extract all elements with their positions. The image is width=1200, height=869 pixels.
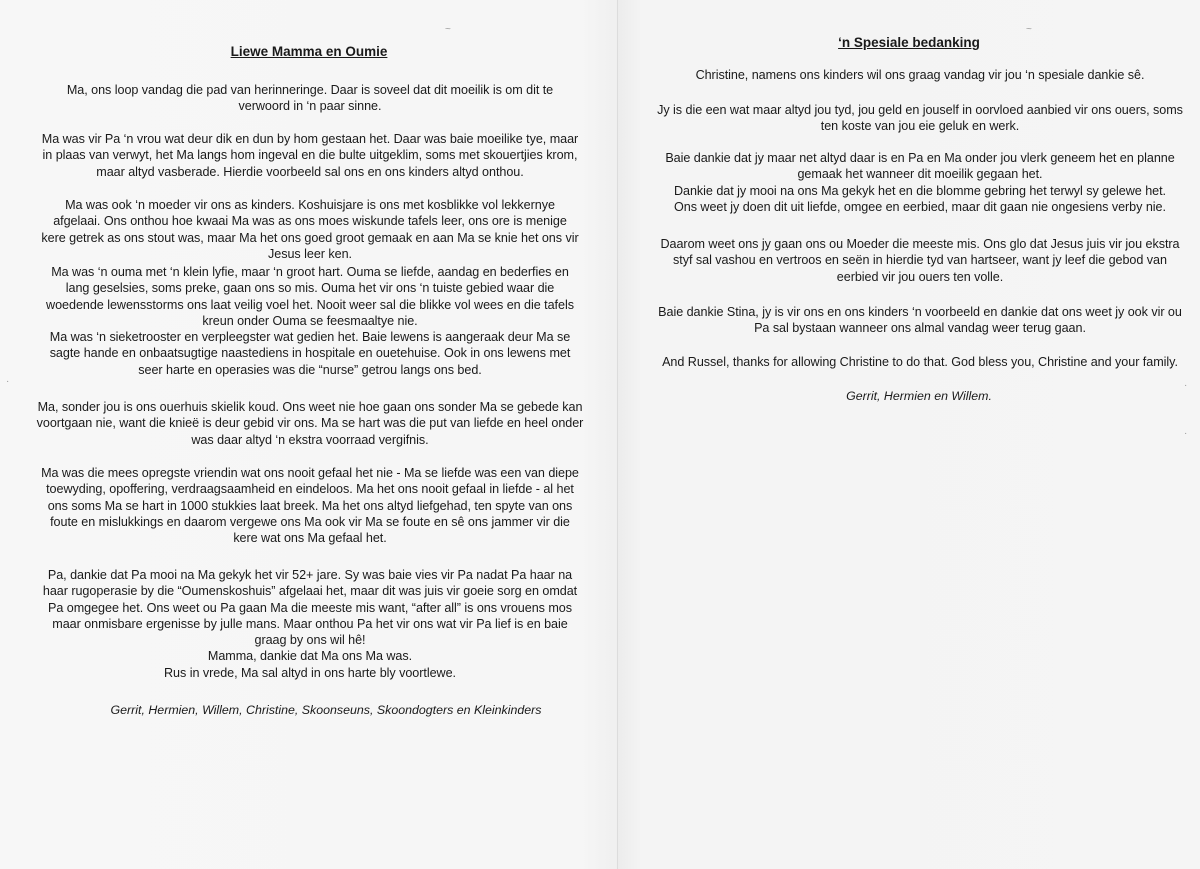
right-signature: Gerrit, Hermien en Willem.: [846, 389, 992, 403]
scan-speck-3: ~: [1026, 24, 1032, 35]
right-paragraph-2: Jy is die een wat maar altyd jou tyd, jou geld en jouself in oorvloed aanbied vir ons ouers, soms ten koste van jou eie geluk en werk.: [657, 103, 1183, 134]
left-paragraph-6: Ma was die mees opregste vriendin wat ons nooit gefaal het nie - Ma se liefde was een van diepe toewyding, opoffering, verdraagsaamheid en eindeloos. Ma het ons nooit gefaal in liefde - al het ons soms Ma se hart in 1000 stukkies laat breek. Ma het ons altyd liefgehad, ten spyte van ons foute en mislukkings en daarom vergewe ons Ma ook vir Ma se foute en sê ons jammer vir die kere wat ons Ma gefaal het.: [41, 466, 579, 546]
right-paragraph-6: And Russel, thanks for allowing Christine to do that. God bless you, Christine and your family.: [662, 355, 1178, 369]
left-paragraph-3: Ma was ook ‘n moeder vir ons as kinders. Koshuisjare is ons met kosblikke vol lekkernye afgelaai. Ons onthou hoe kwaai Ma was as ons moes wiskunde tafels leer, ons ore is menige kere getrek as ons stout was, maar Ma het ons goed groot gemaak en aan Ma se knie het ons vir Jesus leer ken.: [41, 198, 579, 261]
left-page-title: Liewe Mamma en Oumie: [230, 44, 388, 59]
scan-speck-2: ·: [6, 376, 10, 387]
left-signature: Gerrit, Hermien, Willem, Christine, Skoonseuns, Skoondogters en Kleinkinders: [110, 703, 542, 717]
right-paragraph-4: Daarom weet ons jy gaan ons ou Moeder die meeste mis. Ons glo dat Jesus juis vir jou ekstra styf sal vashou en vertroos en seën in hierdie tyd van hartseer, want jy leef die gebod van eerbied vir jou ouers ten volle.: [660, 237, 1180, 284]
scan-speck-1: ~: [445, 24, 451, 35]
left-paragraph-5: Ma, sonder jou is ons ouerhuis skielik koud. Ons weet nie hoe gaan ons sonder Ma se gebede kan voortgaan nie, want die knieë is deur gebid vir ons. Ma se hart was die put van liefde en heel onder was daar altyd ‘n ekstra voorraad vergifnis.: [36, 400, 584, 447]
scan-speck-5: ·: [1184, 428, 1188, 439]
scan-speck-4: ·: [1184, 380, 1188, 391]
right-paragraph-3: Baie dankie dat jy maar net altyd daar is en Pa en Ma onder jou vlerk geneem het en planne gemaak het wanneer dit moeilik gegaan het. Dankie dat jy mooi na ons Ma gekyk het en die blomme gebring het terwyl sy gelewe het. Ons weet jy doen dit uit liefde, omgee en eerbied, maar dit gaan nie ongesiens verby nie.: [665, 151, 1175, 214]
right-page: [618, 0, 1200, 869]
left-paragraph-2: Ma was vir Pa ‘n vrou wat deur dik en dun by hom gestaan het. Daar was baie moeilike tye, maar in plaas van verwyt, het Ma langs hom ingeval en die bulte uitgeklim, soms met skouertjies krom, maar altyd vasberade. Hierdie voorbeeld sal ons en ons kinders altyd onthou.: [41, 132, 579, 179]
left-paragraph-7: Pa, dankie dat Pa mooi na Ma gekyk het vir 52+ jare. Sy was baie vies vir Pa nadat Pa haar na haar rugoperasie by die “Oumenskoshuis” afgelaai het, maar dit was juis vir goeie sorg en omdat Pa omgegee het. Ons weet ou Pa gaan Ma die meeste mis want, “after all” is ons vrouens mos maar onmisbare ergenisse by julle mans. Maar onthou Pa het vir ons wat vir Pa lief is en baie graag by ons wil hê! Mamma, dankie dat Ma ons Ma was. Rus in vrede, Ma sal altyd in ons harte bly voortlewe.: [42, 568, 578, 680]
left-paragraph-4: Ma was ‘n ouma met ‘n klein lyfie, maar ‘n groot hart. Ouma se liefde, aandag en bederfies en lang geselsies, soms preke, gaan ons so mis. Ouma het vir ons ‘n tuiste gebied waar die woedende lewensstorms ons laat veilig voel het. Nooit weer sal die blikke vol wees en die tafels kreun onder Ouma se feesmaaltye nie. Ma was ‘n sieketrooster en verpleegster wat gedien het. Baie lewens is aangeraak deur Ma se sagte hande en onbaatsugtige naastediens in hospitale en ouetehuise. Ook in ons lewens met seer harte en operasies was die “nurse” getrou langs ons bed.: [46, 265, 574, 377]
right-paragraph-5: Baie dankie Stina, jy is vir ons en ons kinders ‘n voorbeeld en dankie dat ons weet jy ook vir ou Pa sal bystaan wanneer ons almal vandag weer terug gaan.: [658, 305, 1182, 336]
right-page-title: ‘n Spesiale bedanking: [838, 35, 980, 50]
right-paragraph-1: Christine, namens ons kinders wil ons graag vandag vir jou ‘n spesiale dankie sê.: [695, 68, 1145, 82]
left-paragraph-1: Ma, ons loop vandag die pad van herinneringe. Daar is soveel dat dit moeilik is om dit te verwoord in ‘n paar sinne.: [66, 83, 554, 114]
